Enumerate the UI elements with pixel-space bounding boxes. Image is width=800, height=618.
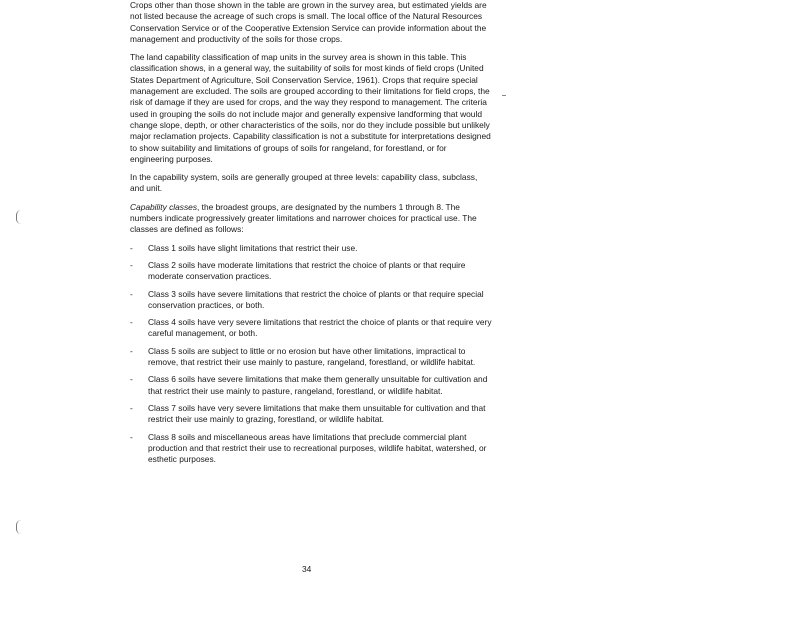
paragraph-land-capability <box>130 52 492 165</box>
list-item-text: Class 7 soils have very severe limitations that make them unsuitable for cultivation and that restrict their use mainly to grazing, forestland, or wildlife habitat. <box>148 402 486 425</box>
paragraph-crops-note <box>130 0 492 45</box>
bullet-dash: - <box>130 288 133 299</box>
bullet-dash: - <box>130 402 133 413</box>
bullet-dash: - <box>130 374 133 385</box>
list-item-class-6 <box>130 374 492 397</box>
bullet-dash: - <box>130 345 133 356</box>
bullet-dash: - <box>130 242 133 253</box>
list-item-text: Class 4 soils have very severe limitations that restrict the choice of plants or that require very careful management, or both. <box>148 317 492 339</box>
list-item-class-3 <box>130 289 492 312</box>
scan-artifact-mark <box>16 210 21 224</box>
paragraph-lead-italic: Capability classes <box>130 201 198 212</box>
paragraph-text: , the broadest groups, are designated by the numbers 1 through 8. The numbers indicate progressively greater limitations and narrower choices for practical use. The classes are defined as follows: <box>130 201 477 235</box>
list-item-text: Class 2 soils have moderate limitations that restrict the choice of plants or that require moderate conservation practices. <box>148 259 466 282</box>
list-item-text: Class 1 soils have slight limitations that restrict their use. <box>148 242 358 253</box>
list-item-class-7 <box>130 403 492 426</box>
paragraph-text: Crops other than those shown in the table are grown in the survey area, but estimated yields are not listed because the acreage of such crops is small. The local office of the Natural Resources Conservation Service or of the Cooperative Extension Service can provide information about the management and productivity of the soils for those crops. <box>130 0 487 44</box>
bullet-dash: - <box>130 317 133 328</box>
list-item-text: Class 3 soils have severe limitations that restrict the choice of plants or that require special conservation practices, or both. <box>148 288 484 310</box>
list-item-text: Class 8 soils and miscellaneous areas have limitations that preclude commercial plant production and that restrict their use to recreational purposes, wildlife habitat, watershed, or esthetic purposes. <box>148 431 487 465</box>
scan-artifact-mark <box>16 520 21 534</box>
paragraph-capability-classes <box>130 202 492 236</box>
list-item-class-2 <box>130 260 492 283</box>
bullet-dash: - <box>130 259 133 270</box>
list-item-text: Class 6 soils have severe limitations that make them generally unsuitable for cultivation and that restrict their use mainly to pasture, rangeland, forestland, or wildlife habitat. <box>148 374 488 396</box>
paragraph-text: The land capability classification of map units in the survey area is shown in this table. This classification shows, in a general way, the suitability of soils for most kinds of field crops (United States Department of Agriculture, Soil Conservation Service, 1961). Crops that require special management are excluded. The soils are grouped according to their limitations for field crops, the risk of damage if they are used for crops, and the way they respond to management. The criteria used in grouping the soils do not include major and generally expensive landforming that would change slope, depth, or other characteristics of the soils, nor do they include possible but unlikely major reclamation projects. Capability classification is not a substitute for interpretations designed to show suitability and limitations of groups of soils for rangeland, for forestland, or for engineering purposes. <box>130 52 491 164</box>
paragraph-capability-system <box>130 172 492 195</box>
page-number: 34 <box>302 564 312 574</box>
scan-artifact-tick <box>502 95 506 96</box>
capability-class-list <box>130 243 492 466</box>
bullet-dash: - <box>130 431 133 442</box>
list-item-class-4 <box>130 317 492 340</box>
list-item-class-5 <box>130 346 492 369</box>
list-item-class-8 <box>130 432 492 466</box>
body-text <box>130 0 492 471</box>
list-item-text: Class 5 soils are subject to little or no erosion but have other limitations, impractical to remove, that restrict their use mainly to pasture, rangeland, forestland, or wildlife habitat. <box>148 345 476 368</box>
paragraph-text: In the capability system, soils are generally grouped at three levels: capability class, subclass, and unit. <box>130 172 478 194</box>
list-item-class-1 <box>130 243 492 254</box>
